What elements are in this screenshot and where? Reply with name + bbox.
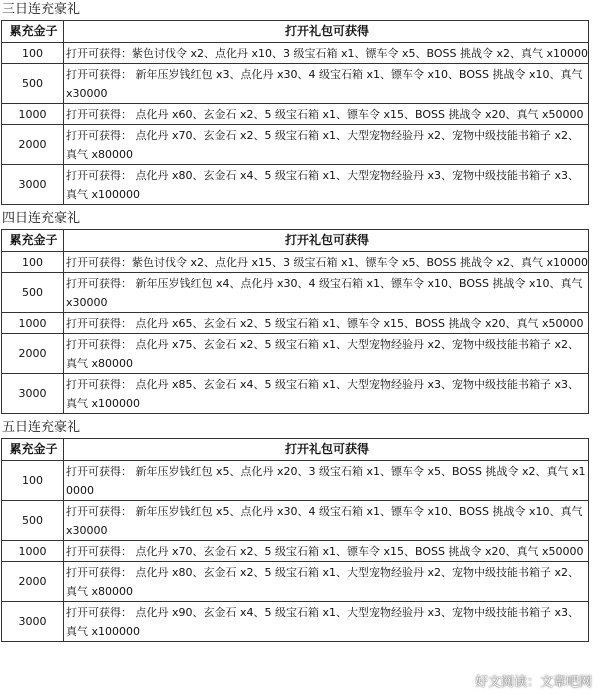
- amount-cell: 2000: [2, 334, 64, 374]
- table-row: [2, 273, 589, 313]
- amount-cell: 100: [2, 43, 64, 64]
- header-reward: 打开礼包可获得: [64, 21, 589, 43]
- amount-cell: 1000: [2, 313, 64, 334]
- table-row: [2, 334, 589, 374]
- amount-cell: 100: [2, 252, 64, 273]
- watermark: 好文阅读：文章吧网: [474, 675, 592, 690]
- reward-cell: 打开可获得： 点化丹 x90、玄金石 x4、5 级宝石箱 x1、大型宠物经验丹 x3、宠物中级技能书箱子 x3、真气 x100000: [64, 602, 589, 642]
- amount-cell: 3000: [2, 374, 64, 414]
- reward-table: [1, 20, 589, 205]
- table-row: [2, 165, 589, 205]
- reward-table: [1, 438, 589, 642]
- table-row: [2, 602, 589, 642]
- reward-cell: 打开可获得： 点化丹 x70、玄金石 x2、5 级宝石箱 x1、大型宠物经验丹 x2、宠物中级技能书箱子 x2、真气 x80000: [64, 125, 589, 165]
- reward-cell: 打开可获得： 点化丹 x80、玄金石 x2、5 级宝石箱 x1、大型宠物经验丹 x2、宠物中级技能书箱子 x2、真气 x80000: [64, 562, 589, 602]
- table-row: [2, 562, 589, 602]
- reward-cell: 打开可获得：紫色讨伐令 x2、点化丹 x10、3 级宝石箱 x1、镖车令 x5、BOSS 挑战令 x2、真气 x10000: [64, 43, 589, 64]
- reward-cell: 打开可获得： 点化丹 x70、玄金石 x2、5 级宝石箱 x1、镖车令 x15、BOSS 挑战令 x20、真气 x50000: [64, 541, 589, 562]
- reward-cell: 打开可获得：紫色讨伐令 x2、点化丹 x15、3 级宝石箱 x1、镖车令 x5、BOSS 挑战令 x2、真气 x10000: [64, 252, 589, 273]
- table-row: [2, 104, 589, 125]
- header-amount: 累充金子: [2, 21, 64, 43]
- amount-cell: 3000: [2, 165, 64, 205]
- section-title: 三日连充豪礼: [2, 2, 81, 17]
- reward-cell: 打开可获得： 点化丹 x65、玄金石 x2、5 级宝石箱 x1、镖车令 x15、BOSS 挑战令 x20、真气 x50000: [64, 313, 589, 334]
- table-row: [2, 461, 589, 501]
- table-header-row: [2, 230, 589, 252]
- amount-cell: 2000: [2, 562, 64, 602]
- header-amount: 累充金子: [2, 439, 64, 461]
- reward-cell: 打开可获得： 新年压岁钱红包 x4、点化丹 x30、4 级宝石箱 x1、镖车令 x10、BOSS 挑战令 x10、真气 x30000: [64, 273, 589, 313]
- table-row: [2, 541, 589, 562]
- header-amount: 累充金子: [2, 230, 64, 252]
- section-five-day: [0, 418, 600, 642]
- section-three-day: [0, 0, 600, 205]
- amount-cell: 500: [2, 273, 64, 313]
- amount-cell: 500: [2, 501, 64, 541]
- header-reward: 打开礼包可获得: [64, 230, 589, 252]
- section-title: 五日连充豪礼: [2, 420, 81, 435]
- reward-cell: 打开可获得： 新年压岁钱红包 x5、点化丹 x20、3 级宝石箱 x1、镖车令 x5、BOSS 挑战令 x2、真气 x10000: [64, 461, 589, 501]
- amount-cell: 2000: [2, 125, 64, 165]
- reward-cell: 打开可获得： 新年压岁钱红包 x5、点化丹 x30、4 级宝石箱 x1、镖车令 x10、BOSS 挑战令 x10、真气 x30000: [64, 501, 589, 541]
- reward-cell: 打开可获得： 点化丹 x75、玄金石 x2、5 级宝石箱 x1、大型宠物经验丹 x2、宠物中级技能书箱子 x2、真气 x80000: [64, 334, 589, 374]
- table-row: [2, 313, 589, 334]
- reward-table: [1, 229, 589, 414]
- reward-cell: 打开可获得： 新年压岁钱红包 x3、点化丹 x30、4 级宝石箱 x1、镖车令 x10、BOSS 挑战令 x10、真气 x30000: [64, 64, 589, 104]
- header-reward: 打开礼包可获得: [64, 439, 589, 461]
- amount-cell: 500: [2, 64, 64, 104]
- table-row: [2, 125, 589, 165]
- section-title: 四日连充豪礼: [2, 211, 81, 226]
- amount-cell: 100: [2, 461, 64, 501]
- section-four-day: [0, 209, 600, 414]
- amount-cell: 1000: [2, 541, 64, 562]
- reward-cell: 打开可获得： 点化丹 x85、玄金石 x4、5 级宝石箱 x1、大型宠物经验丹 x3、宠物中级技能书箱子 x3、真气 x100000: [64, 374, 589, 414]
- table-row: [2, 501, 589, 541]
- table-row: [2, 374, 589, 414]
- table-row: [2, 43, 589, 64]
- reward-cell: 打开可获得： 点化丹 x80、玄金石 x4、5 级宝石箱 x1、大型宠物经验丹 x3、宠物中级技能书箱子 x3、真气 x100000: [64, 165, 589, 205]
- table-row: [2, 64, 589, 104]
- table-header-row: [2, 439, 589, 461]
- table-header-row: [2, 21, 589, 43]
- amount-cell: 1000: [2, 104, 64, 125]
- table-row: [2, 252, 589, 273]
- amount-cell: 3000: [2, 602, 64, 642]
- reward-cell: 打开可获得： 点化丹 x60、玄金石 x2、5 级宝石箱 x1、镖车令 x15、BOSS 挑战令 x20、真气 x50000: [64, 104, 589, 125]
